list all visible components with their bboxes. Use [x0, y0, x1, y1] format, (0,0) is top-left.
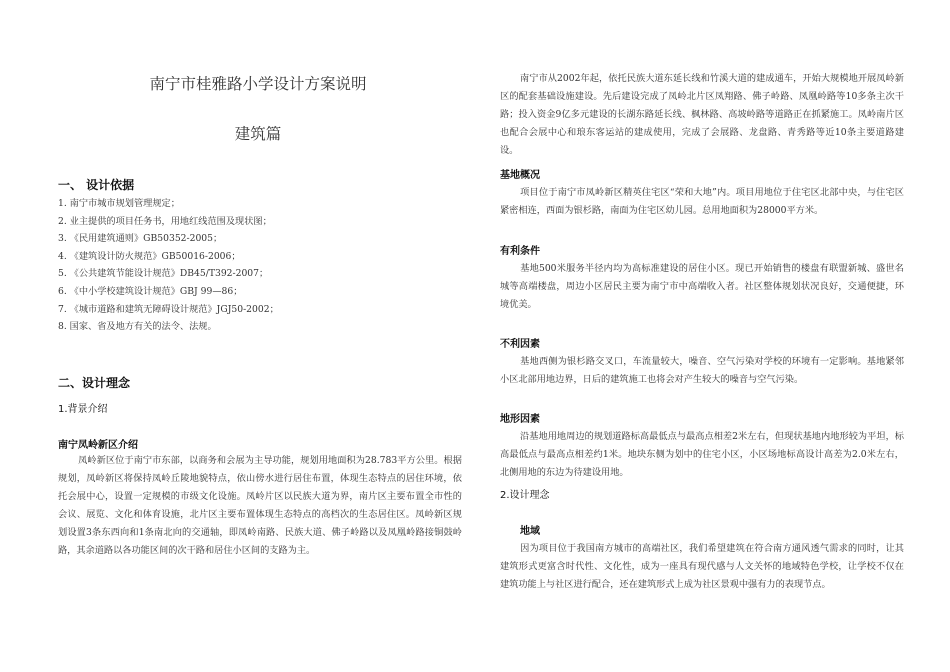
- site-overview-heading: 基地概况: [500, 170, 540, 181]
- district-heading: 南宁凤岭新区介绍: [58, 440, 138, 451]
- list-item: 4. 《建筑设计防火规范》GB50016-2006；: [58, 250, 241, 262]
- district-paragraph: 凤岭新区位于南宁市东部，以商务和会展为主导功能，规划用地面积为28.783平方公里。根据规划，凤岭新区将保持凤岭丘陵地貌特点，依山傍水进行居住布置，体现生态特点的居住环境，依托会展中心，设置一定规模的市级文化设施。凤岭片区以民族大道为界，南片区主要布置全市性的会议、展览、文化和体育设施，北片区主要布置体现生态特点的高档次的生态居住区。凤岭新区规划设置3条东西向和1条南北向的交通轴，即凤岭南路、民族大道、佛子岭路以及凤凰岭路接铜鼓岭路，其余道路以各功能区间的次干路和居住小区间的支路为主。: [58, 455, 462, 556]
- section-1-heading: 一、 设计依据: [58, 178, 135, 192]
- region-paragraph: 因为项目位于我国南方城市的高端社区，我们希望建筑在符合南方通风透气需求的同时，让其建筑形式更富含时代性、文化性，成为一座具有现代感与人文关怀的地域特色学校，让学校不仅在建筑功能上与社区进行配合，还在建筑形式上成为社区景观中强有力的表现节点。: [500, 543, 904, 590]
- list-item: 5. 《公共建筑节能设计规范》DB45/T392-2007；: [58, 268, 269, 280]
- list-item: 6. 《中小学校建筑设计规范》GBJ 99—86；: [58, 285, 243, 297]
- unfavorable-heading: 不利因素: [500, 339, 540, 350]
- terrain-heading: 地形因素: [500, 414, 540, 425]
- unfavorable-paragraph: 基地西侧为银杉路交叉口，车流量较大，噪音、空气污染对学校的环境有一定影响。基地紧邻小区北部用地边界，日后的建筑施工也将会对产生较大的噪音与空气污染。: [500, 356, 904, 385]
- design-basis-list: [58, 195, 458, 336]
- list-item: 7. 《城市道路和建筑无障碍设计规范》JGJ50-2002；: [58, 303, 279, 315]
- region-heading: 地域: [520, 526, 540, 537]
- design-concept-heading: 2.设计理念: [500, 490, 550, 501]
- document-title: 南宁市桂雅路小学设计方案说明: [149, 75, 367, 93]
- site-overview-paragraph: 项目位于南宁市凤岭新区精英住宅区“荣和大地”内。项目用地位于住宅区北部中央，与住宅区紧密相连，西面为银杉路，南面为住宅区幼儿园。总用地面积为28000平方米。: [500, 187, 904, 216]
- favorable-heading: 有利条件: [500, 246, 540, 257]
- terrain-paragraph: 沿基地用地周边的规划道路标高最低点与最高点相差2米左右，但现状基地内地形较为平坦，标高最低点与最高点相差约1米。地块东侧为划中的住宅小区，小区场地标高设计高差为2.0米左右，北侧用地的东边为待建设用地。: [500, 431, 904, 478]
- section-2-heading: 二、设计理念: [58, 376, 131, 390]
- list-item: 3. 《民用建筑通则》GB50352-2005；: [58, 233, 223, 245]
- intro-paragraph: 南宁市从2002年起，依托民族大道东延长线和竹溪大道的建成通车，开始大规模地开展凤岭新区的配套基础设施建设。先后建设完成了凤岭北片区凤翔路、佛子岭路、凤凰岭路等10多条主次干路；投入资金9亿多元建设的长湖东路延长线、枫林路、高坡岭路等道路正在抓紧施工。凤岭南片区也配合会展中心和琅东客运站的建成使用，完成了会展路、龙盘路、青秀路等近10条主要道路建设。: [500, 73, 904, 156]
- background-heading: 1.背景介绍: [58, 404, 108, 415]
- favorable-paragraph: 基地500米服务半径内均为高标准建设的居住小区。现已开始销售的楼盘有联盟新城、盛世名城等高端楼盘，周边小区居民主要为南宁市中高端收入者。社区整体规划状况良好，交通便捷，环境优美。: [500, 263, 904, 310]
- list-item: 8. 国家、省及地方有关的法令、法规。: [58, 321, 217, 333]
- document-subtitle: 建筑篇: [234, 125, 282, 143]
- list-item: 1. 南宁市城市规划管理规定；: [58, 198, 180, 209]
- list-item: 2. 业主提供的项目任务书，用地红线范围及现状图；: [58, 215, 272, 227]
